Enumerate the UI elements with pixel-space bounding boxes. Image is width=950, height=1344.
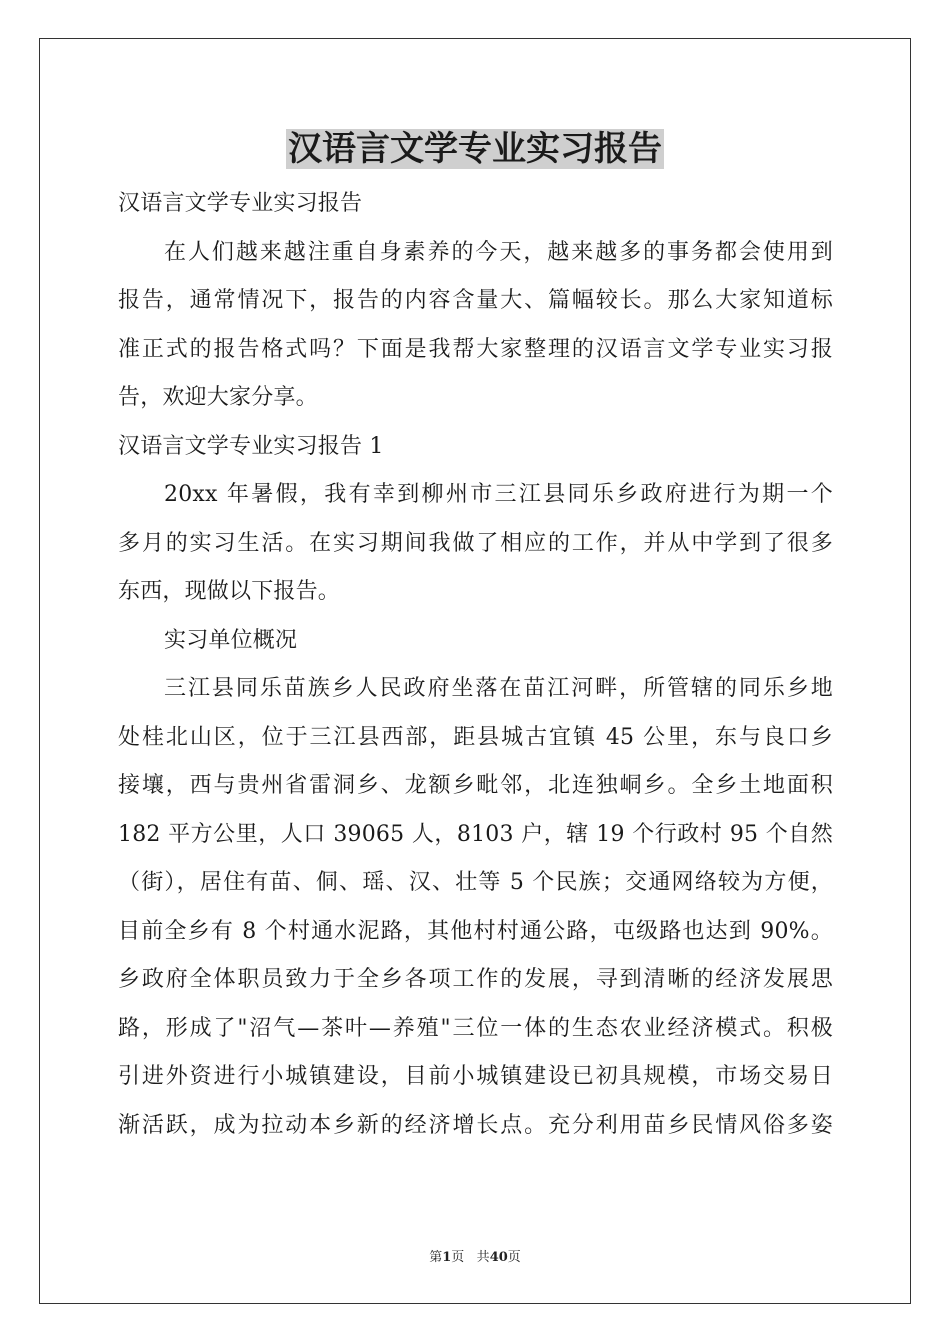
- paragraph-line: 多月的实习生活。在实习期间我做了相应的工作，并从中学到了很多: [118, 530, 833, 556]
- paragraph-line: 182 平方公里，人口 39065 人，8103 户，辖 19 个行政村 95 个自然: [118, 821, 833, 847]
- paragraph-line: 准正式的报告格式吗？下面是我帮大家整理的汉语言文学专业实习报: [118, 336, 833, 362]
- page-prefix: 第: [429, 1250, 443, 1265]
- paragraph-line: 处桂北山区，位于三江县西部，距县城古宜镇 45 公里，东与良口乡: [118, 724, 833, 750]
- paragraph-line: 渐活跃，成为拉动本乡新的经济增长点。充分利用苗乡民情风俗多姿: [118, 1112, 833, 1138]
- paragraph-line: 报告，通常情况下，报告的内容含量大、篇幅较长。那么大家知道标: [118, 288, 833, 313]
- paragraph-line: 路，形成了"沼气—茶叶—养殖"三位一体的生态农业经济模式。积极: [118, 1015, 833, 1041]
- page-suffix: 页: [451, 1250, 465, 1265]
- page-footer: [0, 1246, 950, 1265]
- section-heading: 汉语言文学专业实习报告 1: [118, 433, 384, 459]
- subtitle-line: 汉语言文学专业实习报告: [118, 191, 363, 216]
- paragraph-line: 三江县同乐苗族乡人民政府坐落在苗江河畔，所管辖的同乐乡地: [164, 676, 833, 701]
- paragraph-line: 20xx 年暑假，我有幸到柳州市三江县同乐乡政府进行为期一个: [164, 482, 833, 507]
- document-body: [118, 180, 833, 1150]
- paragraph-line: （街），居住有苗、侗、瑶、汉、壮等 5 个民族；交通网络较为方便，: [118, 870, 833, 895]
- total-pages: 40: [489, 1250, 508, 1265]
- total-suffix: 页: [507, 1250, 521, 1265]
- page-number: 1: [442, 1250, 452, 1265]
- paragraph-line: 引进外资进行小城镇建设，目前小城镇建设已初具规模，市场交易日: [118, 1064, 833, 1089]
- subsection-heading: 实习单位概况: [164, 627, 298, 653]
- paragraph-line: 乡政府全体职员致力于全乡各项工作的发展，寻到清晰的经济发展思: [118, 967, 833, 992]
- paragraph-line: 在人们越来越注重自身素养的今天，越来越多的事务都会使用到: [164, 239, 833, 265]
- paragraph-line: 东西，现做以下报告。: [118, 579, 341, 604]
- paragraph-line: 接壤，西与贵州省雷洞乡、龙额乡毗邻，北连独峒乡。全乡土地面积: [118, 773, 833, 798]
- paragraph-line: 目前全乡有 8 个村通水泥路，其他村村通公路，屯级路也达到 90%。: [118, 918, 833, 944]
- document-title: 汉语言文学专业实习报告: [288, 129, 662, 169]
- total-prefix: 共: [476, 1250, 490, 1265]
- paragraph-line: 告，欢迎大家分享。: [118, 385, 318, 410]
